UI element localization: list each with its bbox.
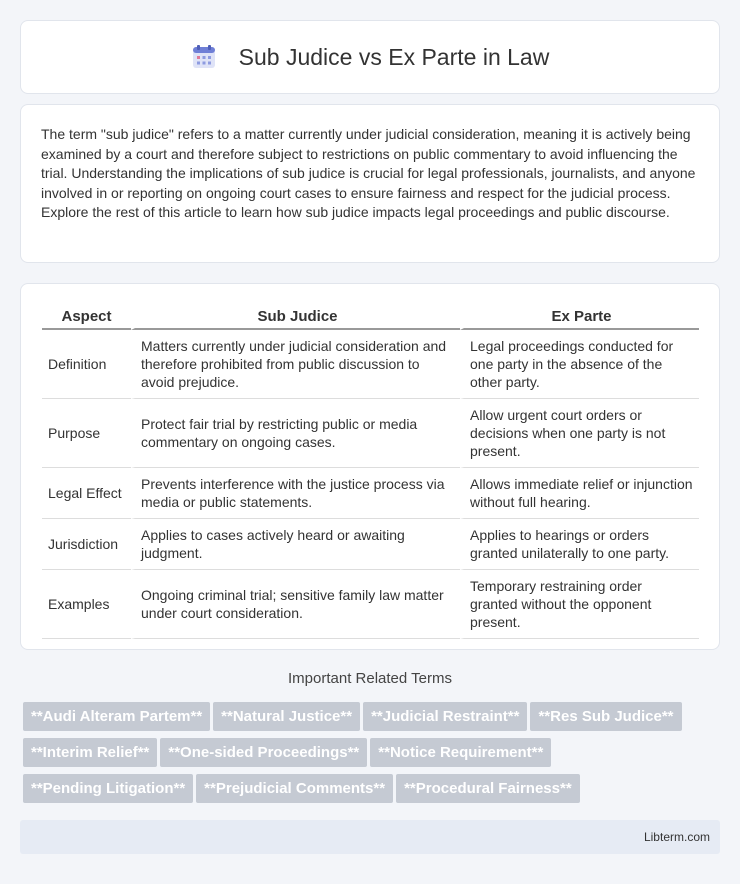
related-term-tag[interactable]: **Natural Justice** xyxy=(213,702,360,731)
table-row xyxy=(42,399,699,468)
related-term-tag[interactable]: **Audi Alteram Partem** xyxy=(23,702,210,731)
ex-parte-cell: Legal proceedings conducted for one party in the absence of the other party. xyxy=(460,330,699,399)
header-aspect: Aspect xyxy=(42,304,131,330)
table-row xyxy=(42,468,699,519)
aspect-cell: Definition xyxy=(42,330,131,399)
comparison-table-card xyxy=(20,283,720,650)
sub-judice-cell: Ongoing criminal trial; sensitive family law matter under court consideration. xyxy=(131,570,460,639)
sub-judice-cell: Prevents interference with the justice process via media or public statements. xyxy=(131,468,460,519)
title-card xyxy=(20,20,720,94)
aspect-cell: Purpose xyxy=(42,399,131,468)
calendar-icon xyxy=(191,44,217,70)
related-term-tag[interactable]: **Res Sub Judice** xyxy=(530,702,681,731)
header-ex-parte: Ex Parte xyxy=(460,304,699,330)
table-row xyxy=(42,519,699,570)
related-terms-list xyxy=(23,702,723,810)
ex-parte-cell: Applies to hearings or orders granted unilaterally to one party. xyxy=(460,519,699,570)
related-term-tag[interactable]: **Prejudicial Comments** xyxy=(196,774,393,803)
intro-card xyxy=(20,104,720,263)
ex-parte-cell: Allows immediate relief or injunction without full hearing. xyxy=(460,468,699,519)
header-sub-judice: Sub Judice xyxy=(131,304,460,330)
footer xyxy=(20,820,720,854)
related-term-tag[interactable]: **Notice Requirement** xyxy=(370,738,551,767)
comparison-table xyxy=(42,304,699,639)
footer-site-link[interactable]: Libterm.com xyxy=(643,830,710,844)
ex-parte-cell: Temporary restraining order granted without the opponent present. xyxy=(460,570,699,639)
related-terms-title: Important Related Terms xyxy=(288,670,452,687)
aspect-cell: Legal Effect xyxy=(42,468,131,519)
ex-parte-cell: Allow urgent court orders or decisions when one party is not present. xyxy=(460,399,699,468)
sub-judice-cell: Protect fair trial by restricting public or media commentary on ongoing cases. xyxy=(131,399,460,468)
table-row xyxy=(42,570,699,639)
related-term-tag[interactable]: **Procedural Fairness** xyxy=(396,774,580,803)
sub-judice-cell: Matters currently under judicial consideration and therefore prohibited from public discussion to avoid prejudice. xyxy=(131,330,460,399)
intro-text: The term "sub judice" refers to a matter currently under judicial consideration, meaning it is actively being examined by a court and therefore subject to restrictions on public commentary to avoid influencing the trial. Understanding the implications of sub judice is crucial for legal professionals, journalists, and anyone involved in or reporting on ongoing court cases to ensure fairness and respect for the judicial process. Explore the rest of this article to learn how sub judice impacts legal proceedings and public discourse. xyxy=(41,126,696,221)
aspect-cell: Jurisdiction xyxy=(42,519,131,570)
sub-judice-cell: Applies to cases actively heard or awaiting judgment. xyxy=(131,519,460,570)
page-title: Sub Judice vs Ex Parte in Law xyxy=(238,43,550,70)
aspect-cell: Examples xyxy=(42,570,131,639)
table-header-row xyxy=(42,304,699,330)
related-term-tag[interactable]: **Interim Relief** xyxy=(23,738,157,767)
table-row xyxy=(42,330,699,399)
related-term-tag[interactable]: **One-sided Proceedings** xyxy=(160,738,367,767)
related-term-tag[interactable]: **Judicial Restraint** xyxy=(363,702,527,731)
related-term-tag[interactable]: **Pending Litigation** xyxy=(23,774,193,803)
